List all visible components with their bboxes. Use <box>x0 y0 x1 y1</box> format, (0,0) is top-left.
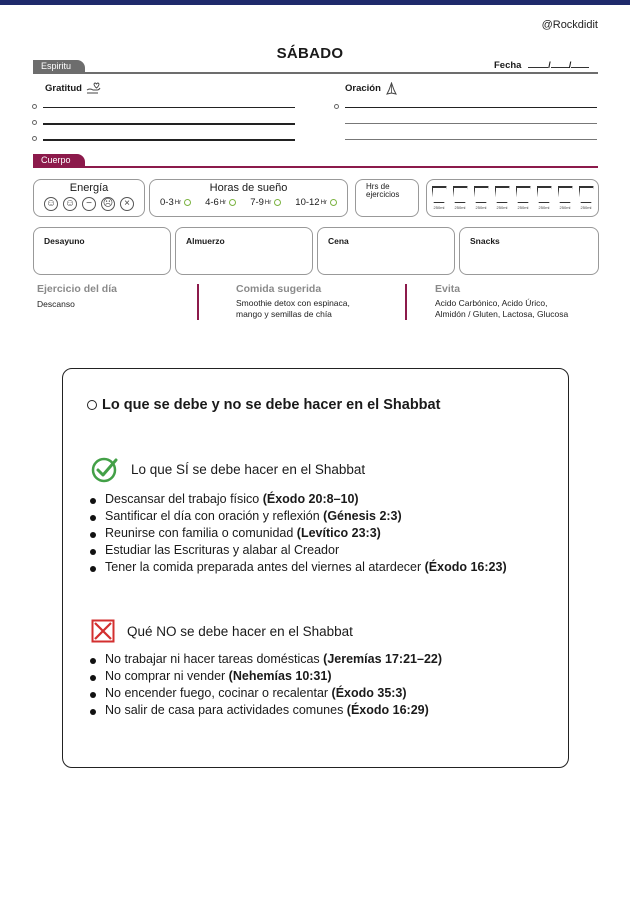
bullet-dot <box>90 692 96 698</box>
sleep-option-value: 7-9 <box>250 197 264 208</box>
glass-volume: 250ml <box>454 205 466 210</box>
radio-circle-icon[interactable] <box>330 199 337 206</box>
sueno-box <box>149 179 348 217</box>
radio-circle-icon[interactable] <box>229 199 236 206</box>
item-text: No salir de casa para actividades comunes <box>105 703 347 717</box>
glass-volume: 250ml <box>496 205 508 210</box>
sleep-option-value: 0-3 <box>160 197 174 208</box>
sleep-option-unit: Hr <box>264 199 272 206</box>
glass-icon <box>495 186 510 203</box>
comida-line-2: mango y semillas de chía <box>236 309 332 319</box>
espiritu-divider <box>33 72 598 74</box>
glass-volume: 250ml <box>538 205 550 210</box>
item-reference: (Éxodo 20:8–10) <box>262 492 359 506</box>
list-item <box>90 685 442 702</box>
water-tracker <box>426 179 599 217</box>
water-glass[interactable] <box>576 186 596 210</box>
circle-bullet-icon <box>87 400 97 410</box>
gratitud-heading <box>45 82 101 94</box>
si-list <box>90 491 507 576</box>
bullet-dot <box>90 566 96 572</box>
oracion-label: Oración <box>345 83 381 94</box>
oracion-line-2[interactable] <box>345 123 597 124</box>
glass-icon <box>516 186 531 203</box>
si-heading <box>91 455 365 483</box>
oracion-heading <box>345 82 398 95</box>
glass-volume: 250ml <box>559 205 571 210</box>
glass-icon <box>453 186 468 203</box>
ejercicios-label: Hrs de ejercicios <box>366 182 400 199</box>
list-item <box>90 508 507 525</box>
bullet-dot <box>90 675 96 681</box>
meal-box-desayuno[interactable] <box>33 227 171 275</box>
gratitud-bullet <box>32 136 37 141</box>
item-reference: (Levítico 23:3) <box>296 526 381 540</box>
top-accent-bar <box>0 0 630 5</box>
list-item <box>90 668 442 685</box>
water-glass[interactable] <box>534 186 554 210</box>
sleep-option[interactable] <box>205 197 236 208</box>
item-reference: (Éxodo 16:23) <box>424 560 507 574</box>
item-reference: (Nehemías 10:31) <box>228 669 332 683</box>
list-item <box>90 651 442 668</box>
date-field[interactable]: Fecha / / <box>494 60 589 71</box>
cross-box-icon <box>91 619 115 643</box>
oracion-bullet <box>334 104 339 109</box>
comida-line-1: Smoothie detox con espinaca, <box>236 298 350 308</box>
no-heading <box>91 619 353 643</box>
neutral-face-icon[interactable]: − <box>82 197 96 211</box>
shabbat-title: Lo que se debe y no se debe hacer en el Shabbat <box>102 397 441 413</box>
page-title: SÁBADO <box>276 45 344 62</box>
glass-icon <box>537 186 552 203</box>
oracion-line-1[interactable] <box>345 107 597 108</box>
gratitud-label: Gratitud <box>45 82 82 94</box>
item-reference: (Jeremías 17:21–22) <box>323 652 443 666</box>
glass-icon <box>579 186 594 203</box>
meal-label: Snacks <box>470 236 500 246</box>
sleep-option-unit: Hr <box>174 199 182 206</box>
date-year-blank[interactable] <box>571 60 589 68</box>
meal-box-snacks[interactable] <box>459 227 599 275</box>
comida-heading: Comida sugerida <box>236 283 322 295</box>
no-title: Qué NO se debe hacer en el Shabbat <box>127 623 353 639</box>
water-glass[interactable] <box>429 186 449 210</box>
radio-circle-icon[interactable] <box>274 199 281 206</box>
item-reference: (Éxodo 35:3) <box>331 686 407 700</box>
list-item <box>90 525 507 542</box>
list-item <box>90 491 507 508</box>
item-text: No comprar ni vender <box>105 669 229 683</box>
glass-volume: 250ml <box>433 205 445 210</box>
gratitud-line-1[interactable] <box>43 107 295 108</box>
sleep-option[interactable] <box>250 197 281 208</box>
check-circle-icon <box>91 455 119 483</box>
glass-icon <box>558 186 573 203</box>
giving-hand-icon <box>86 82 101 94</box>
ejercicios-box[interactable] <box>355 179 419 217</box>
energia-label: Energía <box>69 182 109 194</box>
item-reference: (Éxodo 16:29) <box>346 703 429 717</box>
oracion-line-3[interactable] <box>345 139 597 140</box>
glass-volume: 250ml <box>517 205 529 210</box>
cuerpo-divider <box>33 166 598 168</box>
item-text: No encender fuego, cocinar o recalentar <box>105 686 332 700</box>
list-item <box>90 559 507 576</box>
ejercicio-heading: Ejercicio del día <box>37 283 117 295</box>
sleep-option[interactable] <box>160 197 191 208</box>
praying-hands-icon <box>385 82 398 95</box>
water-glass[interactable] <box>555 186 575 210</box>
sleep-option[interactable] <box>295 197 337 208</box>
meal-box-almuerzo[interactable] <box>175 227 313 275</box>
happy-face-icon[interactable]: ☺ <box>64 198 76 209</box>
sueno-label: Horas de sueño <box>209 182 288 194</box>
cuerpo-tab: Cuerpo <box>33 154 85 167</box>
energia-box <box>33 179 145 217</box>
evita-heading: Evita <box>435 283 461 295</box>
item-text: Reunirse con familia o comunidad <box>105 526 297 540</box>
item-text: Tener la comida preparada antes del viernes al atardecer <box>105 560 425 574</box>
radio-circle-icon[interactable] <box>184 199 191 206</box>
bullet-dot <box>90 658 96 664</box>
gratitud-bullet <box>32 104 37 109</box>
info-divider <box>405 284 407 320</box>
gratitud-bullet <box>32 120 37 125</box>
sleep-option-value: 4-6 <box>205 197 219 208</box>
shabbat-heading <box>87 397 440 413</box>
date-day-blank[interactable] <box>528 60 548 68</box>
water-glass[interactable] <box>513 186 533 210</box>
bullet-dot <box>90 549 96 555</box>
date-label: Fecha <box>494 60 522 71</box>
sleep-option-unit: Hr <box>320 199 327 206</box>
espiritu-tab: Espiritu <box>33 60 85 73</box>
very-sad-face-icon[interactable]: × <box>120 197 134 211</box>
meal-box-cena[interactable] <box>317 227 455 275</box>
si-title: Lo que SÍ se debe hacer en el Shabbat <box>131 461 366 477</box>
water-glass[interactable] <box>471 186 491 210</box>
list-item <box>90 702 442 719</box>
bullet-dot <box>90 515 96 521</box>
no-list <box>90 651 442 719</box>
ejercicio-value: Descanso <box>37 299 75 309</box>
bullet-dot <box>90 532 96 538</box>
sleep-option-value: 10-12 <box>295 197 320 208</box>
bullet-dot <box>90 709 96 715</box>
glass-volume: 250ml <box>475 205 487 210</box>
item-text: No trabajar ni hacer tareas domésticas <box>105 652 324 666</box>
glass-volume: 250ml <box>580 205 592 210</box>
glass-icon <box>432 186 447 203</box>
water-glass[interactable] <box>450 186 470 210</box>
bullet-dot <box>90 498 96 504</box>
meal-label: Almuerzo <box>186 236 225 246</box>
meal-label: Desayuno <box>44 236 85 246</box>
list-item <box>90 542 507 559</box>
sleep-option-unit: Hr <box>219 199 227 206</box>
water-glass[interactable] <box>492 186 512 210</box>
very-happy-face-icon[interactable]: ☺ <box>45 198 57 209</box>
date-month-blank[interactable] <box>551 60 569 68</box>
shabbat-card <box>62 368 569 768</box>
gratitud-line-3[interactable] <box>43 139 295 141</box>
glass-icon <box>474 186 489 203</box>
item-text: Estudiar las Escrituras y alabar al Creador <box>105 543 340 557</box>
item-text: Santificar el día con oración y reflexión <box>105 509 324 523</box>
item-reference: (Génesis 2:3) <box>323 509 402 523</box>
item-text: Descansar del trabajo físico <box>105 492 263 506</box>
info-divider <box>197 284 199 320</box>
gratitud-line-2[interactable] <box>43 123 295 125</box>
sad-face-icon[interactable]: ☹ <box>102 198 114 209</box>
evita-line-1: Acido Carbónico, Acido Úrico, <box>435 298 548 308</box>
meal-label: Cena <box>328 236 349 246</box>
evita-line-2: Almidón / Gluten, Lactosa, Glucosa <box>435 309 569 319</box>
author-handle: @Rockdidit <box>541 19 598 31</box>
